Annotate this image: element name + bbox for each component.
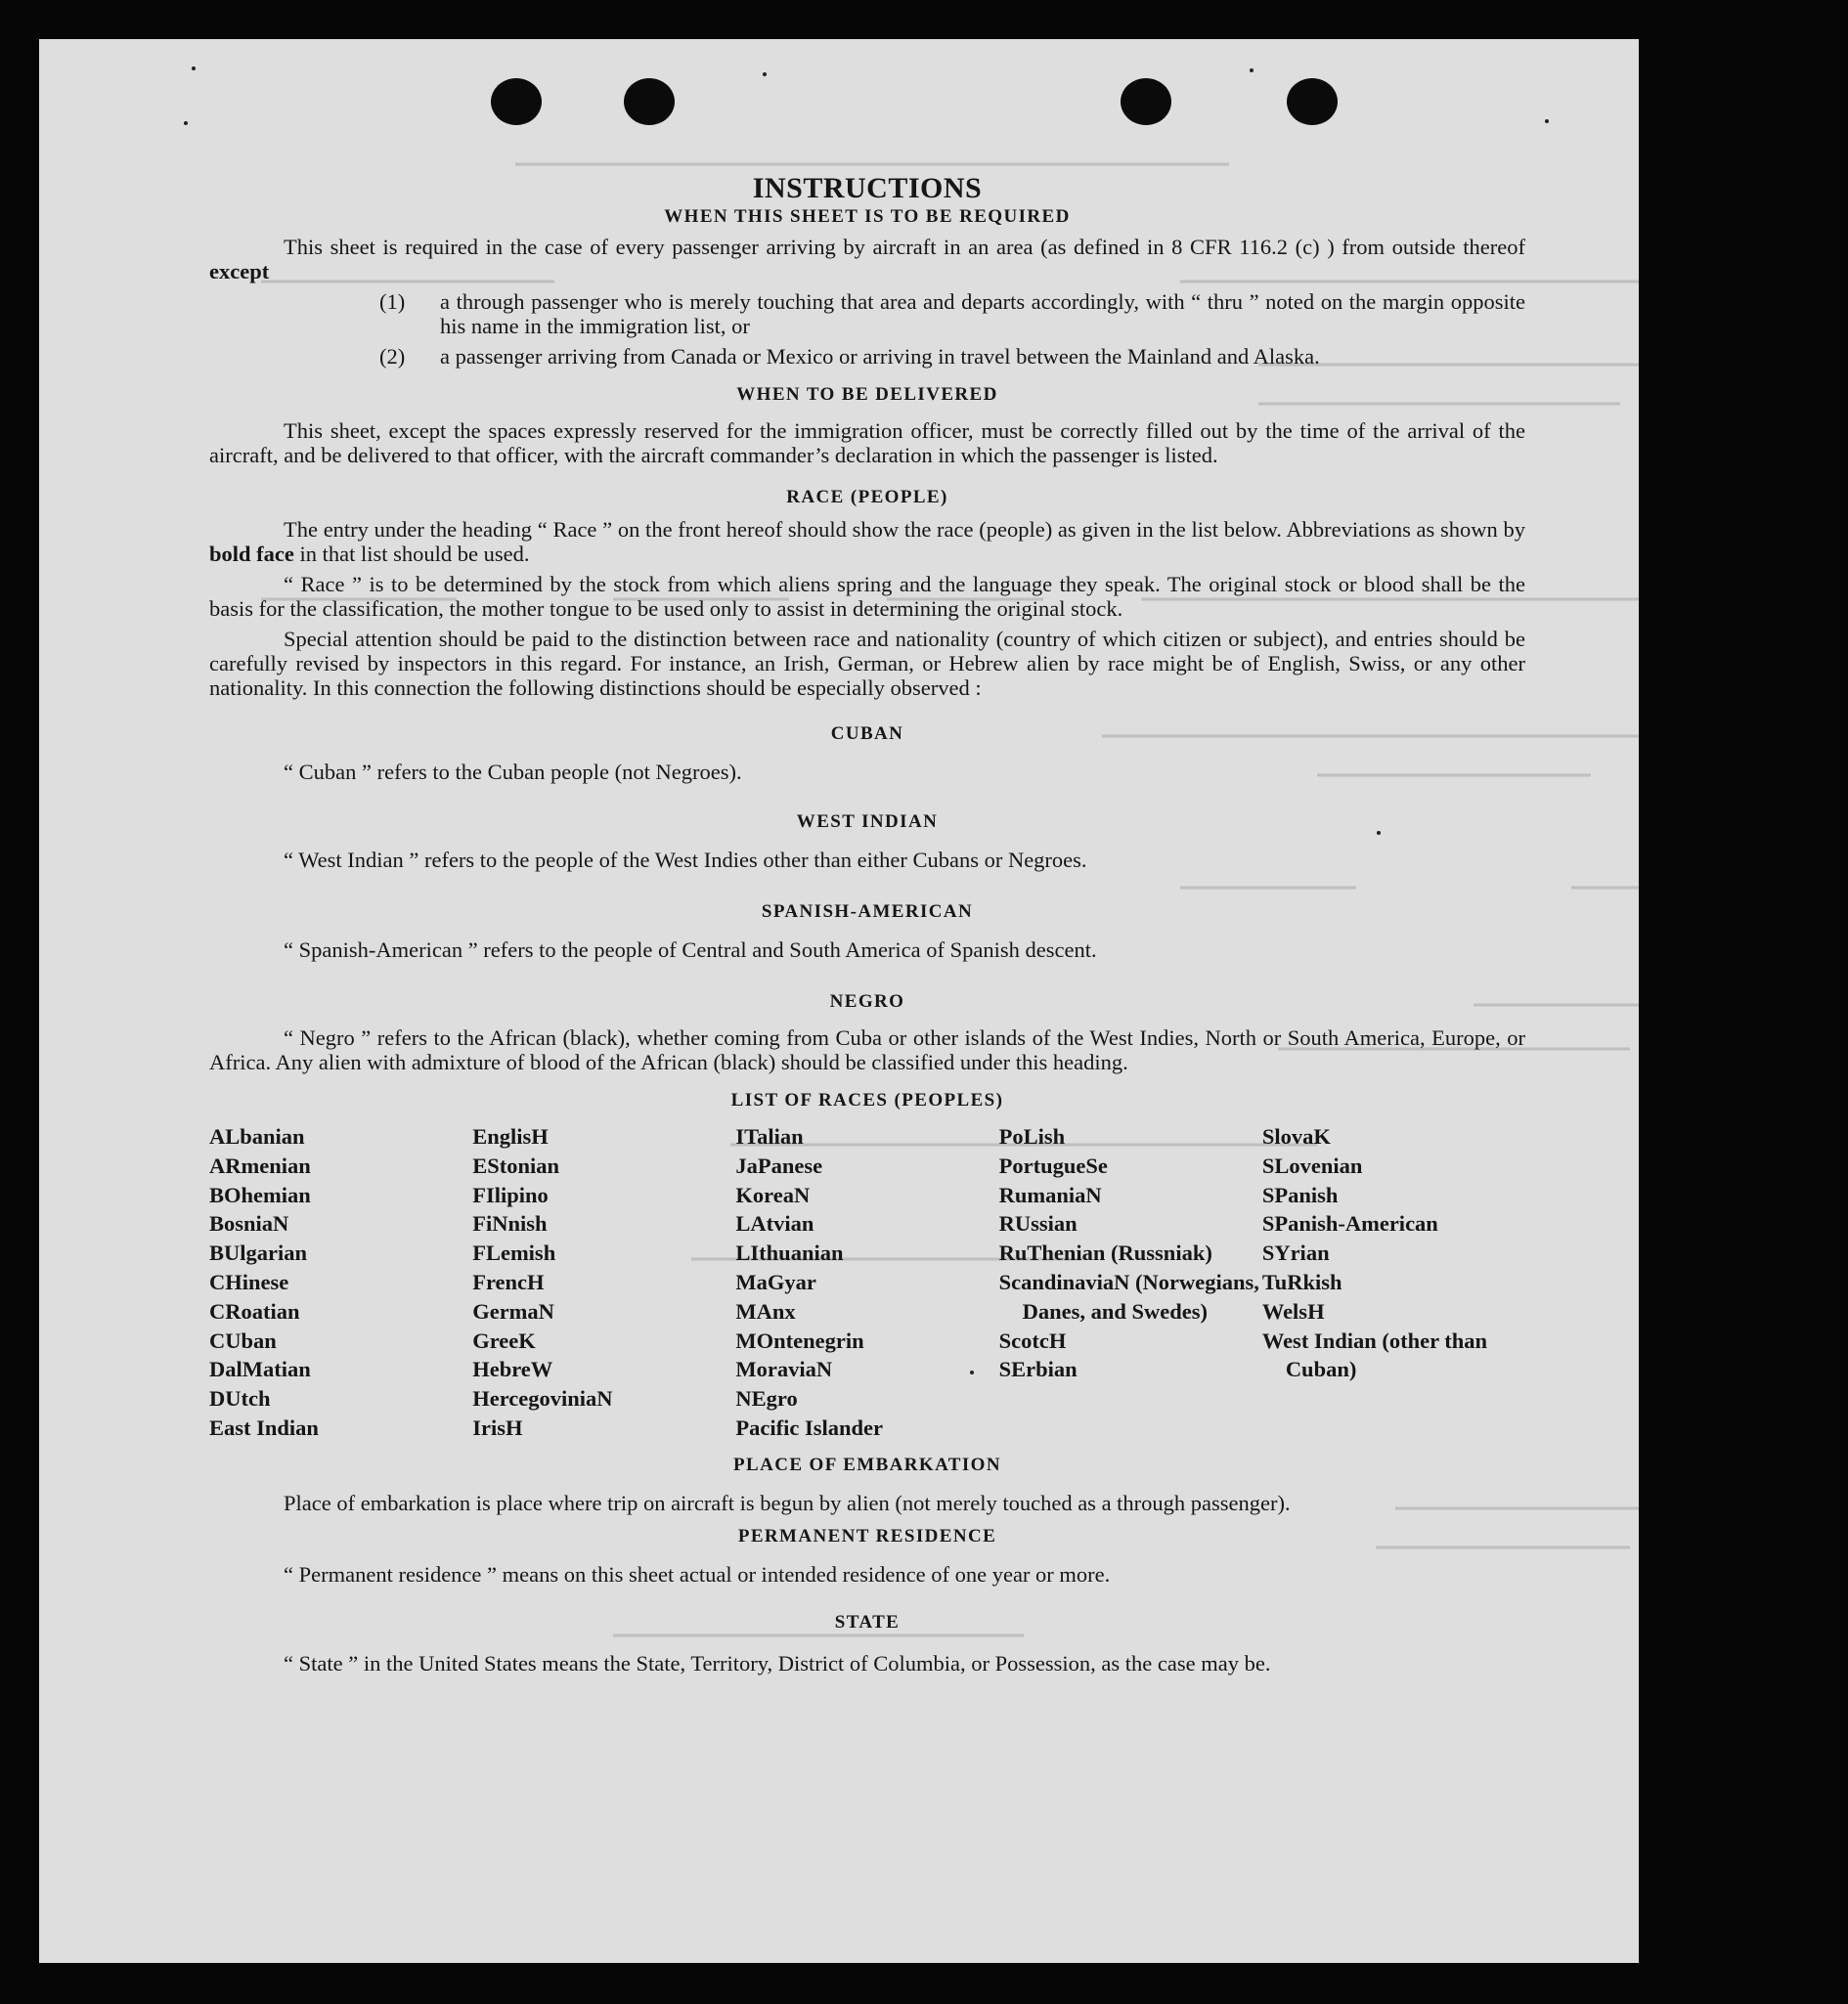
required-intro: [209, 235, 1525, 283]
race-entry: EnglisH: [472, 1124, 549, 1149]
race-entry: PortugueSe: [998, 1153, 1108, 1178]
cuban-text: “ Cuban ” refers to the Cuban people (not Negroes).: [284, 760, 742, 784]
section-heading-west-indian: WEST INDIAN: [796, 811, 939, 832]
west-indian-text: “ West Indian ” refers to the people of the West Indies other than either Cubans or Negroes.: [284, 848, 1087, 872]
race-entry: MOntenegrin: [735, 1328, 864, 1353]
section-heading-residence: PERMANENT RESIDENCE: [737, 1525, 997, 1547]
race-entry: JaPanese: [735, 1153, 823, 1178]
race-entry: NEgro: [735, 1386, 798, 1412]
race-entry: ScandinaviaN (Norwegians, Danes, and Swedes): [998, 1269, 1259, 1324]
section-heading-spanish-american: SPANISH-AMERICAN: [761, 901, 974, 922]
race-entry: LIthuanian: [735, 1241, 844, 1266]
section-heading-races-list: LIST OF RACES (PEOPLES): [730, 1090, 1004, 1111]
races-column: [1262, 1122, 1525, 1443]
item-number: (2): [379, 344, 406, 369]
negro-text: “ Negro ” refers to the African (black), whether coming from Cuba or other islands of the West Indies, North or South America, Europe, or Africa. Any alien with admixture of blood of the African (black) should be classified under this heading.: [209, 1025, 1525, 1074]
required-item-1: [209, 289, 1525, 338]
instructions-content: [209, 172, 1525, 1679]
race-entry: SLovenian: [1261, 1153, 1363, 1178]
race-p1-bold: bold face: [209, 542, 294, 566]
race-entry: GermaN: [472, 1298, 554, 1324]
race-entry: East Indian: [209, 1415, 319, 1440]
item-number: (1): [379, 289, 406, 314]
races-column: [999, 1122, 1262, 1443]
race-entry: RumaniaN: [998, 1182, 1102, 1207]
race-entry: West Indian (other than Cuban): [1261, 1328, 1488, 1382]
races-column: [209, 1122, 472, 1443]
race-entry: BosniaN: [209, 1211, 289, 1237]
item-text: a passenger arriving from Canada or Mexico or arriving in travel between the Mainland and Alaska.: [440, 344, 1320, 369]
section-heading-state: STATE: [834, 1611, 901, 1633]
race-p1-tail: in that list should be used.: [299, 542, 530, 566]
race-entry: Pacific Islander: [735, 1415, 884, 1440]
section-heading-delivered: WHEN TO BE DELIVERED: [736, 384, 998, 405]
race-entry: SYrian: [1261, 1241, 1330, 1266]
races-column: [735, 1122, 998, 1443]
race-entry: FiNnish: [472, 1211, 548, 1237]
race-entry: IrisH: [472, 1415, 523, 1440]
race-entry: HercegoviniaN: [472, 1386, 613, 1412]
embarkation-text: Place of embarkation is place where trip on aircraft is begun by alien (not merely touched as a through passenger).: [284, 1490, 1291, 1515]
race-entry: ScotcH: [998, 1328, 1067, 1353]
residence-text: “ Permanent residence ” means on this sheet actual or intended residence of one year or more.: [284, 1561, 1111, 1587]
race-entry: ITalian: [735, 1124, 804, 1149]
race-entry: ALbanian: [209, 1124, 305, 1149]
race-entry: DUtch: [209, 1386, 271, 1412]
race-entry: RUssian: [998, 1211, 1078, 1237]
race-entry: FrencH: [472, 1269, 545, 1294]
item-text: a through passenger who is merely touching that area and departs accordingly, with “ thru ” noted on the margin opposite his name in the immigration list, or: [440, 289, 1525, 338]
race-p1-text: The entry under the heading “ Race ” on the front hereof should show the race (people) as given in the list below. Abbreviations as shown by: [284, 517, 1525, 542]
document-page: [39, 39, 1639, 1963]
race-entry: WelsH: [1261, 1298, 1325, 1324]
race-entry: EStonian: [472, 1153, 559, 1178]
state-text: “ State ” in the United States means the State, Territory, District of Columbia, or Possession, as the case may be.: [284, 1650, 1271, 1676]
race-paragraph-1: [209, 517, 1525, 566]
required-intro-text: This sheet is required in the case of every passenger arriving by aircraft in an area (as defined in 8 CFR 116.2 (c) ) from outside thereof: [284, 235, 1525, 259]
race-entry: SErbian: [998, 1357, 1078, 1382]
spanish-american-text: “ Spanish-American ” refers to the people of Central and South America of Spanish descent.: [284, 937, 1097, 962]
race-entry: MAnx: [735, 1298, 796, 1324]
section-heading-required: WHEN THIS SHEET IS TO BE REQUIRED: [664, 206, 1071, 227]
race-entry: CRoatian: [209, 1298, 300, 1324]
section-heading-race: RACE (PEOPLE): [786, 487, 948, 507]
delivered-text: This sheet, except the spaces expressly reserved for the immigration officer, must be correctly filled out by the time of the arrival of the aircraft, and be delivered to that officer, with the aircraft commander’s declaration in which the passenger is listed.: [209, 418, 1525, 467]
section-heading-embarkation: PLACE OF EMBARKATION: [733, 1454, 1001, 1475]
race-entry: BOhemian: [209, 1182, 311, 1207]
race-entry: KoreaN: [735, 1182, 811, 1207]
page-title: INSTRUCTIONS: [752, 172, 983, 204]
race-entry: HebreW: [472, 1357, 553, 1382]
race-entry: TuRkish: [1261, 1269, 1342, 1294]
race-paragraph-3: Special attention should be paid to the distinction between race and nationality (country of which citizen or subject), and entries should be carefully revised by inspectors in this regard. For instance, an Irish, German, or Hebrew alien by race might be of English, Swiss, or any other nationality. In this connection the following distinctions should be especially observed :: [209, 627, 1525, 700]
race-entry: GreeK: [472, 1328, 536, 1353]
race-entry: SPanish-American: [1261, 1211, 1438, 1237]
race-paragraph-2: “ Race ” is to be determined by the stock from which aliens spring and the language they speak. The original stock or blood shall be the basis for the classification, the mother tongue to be used only to assist in determining the original stock.: [209, 572, 1525, 621]
race-entry: CHinese: [209, 1269, 289, 1294]
race-entry: FIlipino: [472, 1182, 549, 1207]
race-entry: SPanish: [1261, 1182, 1339, 1207]
races-list-columns: [209, 1122, 1525, 1443]
section-heading-cuban: CUBAN: [830, 723, 904, 744]
race-entry: ARmenian: [209, 1153, 311, 1178]
race-entry: LAtvian: [735, 1211, 814, 1237]
race-entry: SlovaK: [1261, 1124, 1331, 1149]
races-column: [472, 1122, 735, 1443]
required-item-2: [209, 344, 1525, 369]
required-intro-except: except: [209, 259, 270, 283]
race-entry: FLemish: [472, 1241, 556, 1266]
race-entry: MoraviaN: [735, 1357, 833, 1382]
section-heading-negro: NEGRO: [829, 991, 905, 1012]
race-entry: CUban: [209, 1328, 277, 1353]
race-entry: DalMatian: [209, 1357, 311, 1382]
race-entry: PoLish: [998, 1124, 1066, 1149]
race-entry: MaGyar: [735, 1269, 816, 1294]
race-entry: RuThenian (Russniak): [998, 1241, 1212, 1266]
race-entry: BUlgarian: [209, 1241, 308, 1266]
